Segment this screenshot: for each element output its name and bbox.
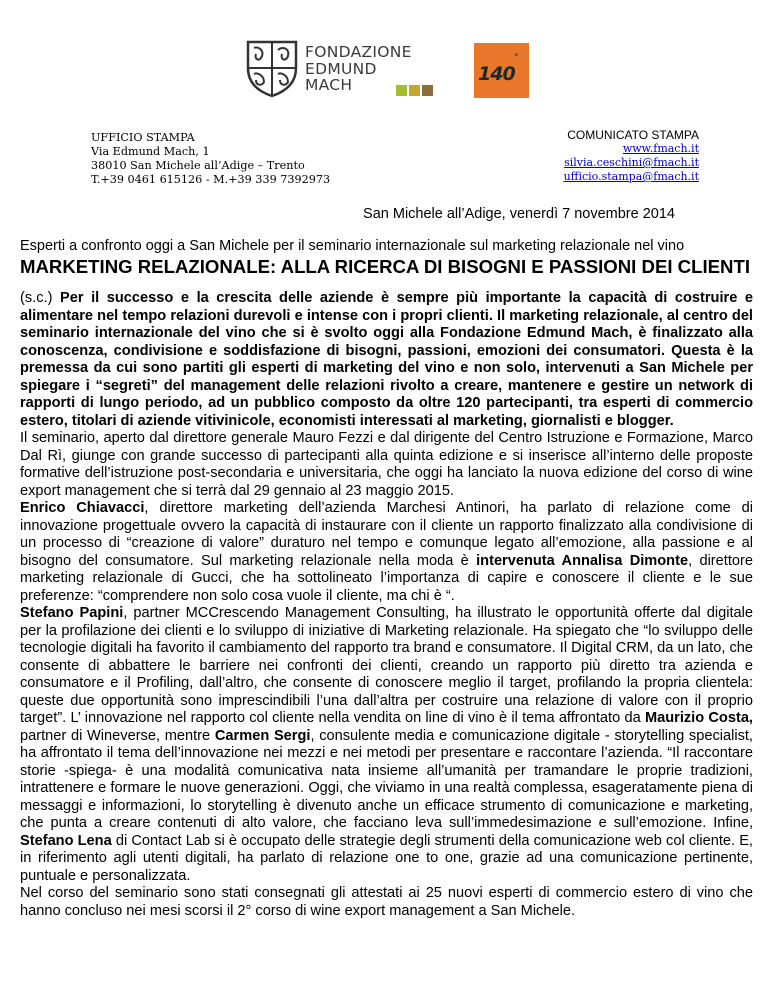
office-street: Via Edmund Mach, 1 [91, 145, 210, 158]
paragraph-chiavacci [20, 500, 753, 605]
intro-bold-text: Per il successo e la crescita delle aziende è sempre più importante la capacità di costruire e alimentare nel tempo relazioni durevoli e intense con i propri clienti. Il marketing relazionale, al centro del seminario internazionale del vino che si è svolto oggi alla Fondazione Edmund Mach, è finalizzato alla conoscenza, condivisione e soddisfazione di bisogni, passioni, emozioni dei consumatori. Questa è la premessa da cui sono partiti gli esperti di marketing del vino e non solo, intervenuti a San Michele per spiegare i “segreti” del management delle relazioni rivolto a creare, mantenere e gestire un network di rapporti di lungo periodo, ad un pubblico composto da oltre 120 partecipanti, tra esperti di commercio estero, titolari di aziende vitivinicole, economisti interessati al marketing, giornalisti e blogger. [20, 290, 753, 429]
paragraph-text: , consulente media e comunicazione digitale - storytelling specialist, ha affrontato il tema dell’innovazione nei mezzi e nei metodi per presentare e raccontare l’azienda. “Il raccontare storie -spiega- è una modalità comunicativa nata insieme all’umanità per tramandare le proprie tradizioni, intrattenere e formare le nuove generazioni. Oggi, che viviamo in una realtà complessa, esageratamente piena di messaggi e informazioni, lo storytelling è divenuto anche un efficace strumento di comunicazione e marketing, che punta a creare contenuti di alto valore, che facciano leva sull’immedesimazione e sull’emozione. Infine, [20, 727, 753, 831]
paragraph-seminar: Il seminario, aperto dal direttore generale Mauro Fezzi e dal dirigente del Centro Istruzione e Formazione, Marco Dal Rì, giunge con grande successo di partecipanti alla quinta edizione e si inserisce all’interno delle proposte formative dell’istruzione post-secondaria e universitaria, che oggi ha lanciato la nuova edizione del corso di wine export management che si terrà dal 29 gennaio al 23 maggio 2015. [20, 430, 753, 499]
logo-square-green [396, 85, 407, 96]
dateline: San Michele all’Adige, venerdì 7 novembre 2014 [363, 206, 675, 222]
speaker-name: Enrico Chiavacci [20, 500, 145, 516]
paragraph-text: , partner MCCrescendo Management Consulting, ha illustrato le opportunità offerte dal digitale per la profilazione dei clienti e lo sviluppo di iniziative di Marketing relazionale. Ha spiegato che “lo sviluppo delle tecnologie digitali ha favorito il cambiamento del rapporto tra brand e consumatore. Il Digital CRM, da un lato, che consente di abbattere le barriere nei confronti dei clienti, creando un rapporto più diretto tra azienda e consumatore e il Profiling, dall’altro, che consente di conoscere meglio il target, profilando la propria clientela: queste due opportunità sono imprescindibili l’una dall’altra per costruire una relazione di valore con il proprio target”. L’ innovazione nel rapporto col cliente nella vendita on line di vino è il tema affrontato da [20, 605, 754, 726]
press-office-address [91, 131, 330, 187]
website-link[interactable]: www.fmach.it [622, 142, 699, 155]
press-release-label: COMUNICATO STAMPA [567, 128, 699, 142]
logo-line-3: MACH [305, 76, 353, 94]
paragraph-closing: Nel corso del seminario sono stati consegnati gli attestati ai 25 nuovi esperti di commercio estero di vino che hanno concluso nei mesi scorsi il 2° corso di wine export management a San Michele. [20, 885, 753, 919]
speaker-name: intervenuta Annalisa Dimonte [476, 552, 689, 569]
speaker-name: Maurizio Costa, [644, 710, 753, 726]
logo-square-brown [422, 85, 433, 96]
speaker-name: Carmen Sergi [214, 727, 311, 744]
article-subtitle: Esperti a confronto oggi a San Michele per il seminario internazionale sul marketing relazionale nel vino [20, 238, 685, 254]
email-link-ceschini[interactable]: silvia.ceschini@fmach.it [564, 156, 699, 169]
anniversary-number: 140 [478, 63, 515, 85]
logo-line-2: EDMUND [305, 59, 377, 78]
article-body [20, 290, 753, 920]
office-city: 38010 San Michele all’Adige – Trento [91, 159, 305, 172]
logo-color-squares [396, 83, 435, 94]
speaker-name: Stefano Papini [20, 605, 124, 621]
paragraph-text: di Contact Lab si è occupato delle strategie degli strumenti della comunicazione web col cliente. E, in riferimento agli utenti digitali, ha parlato di relazione one to one, grazie ad una comunicazione pertinente, puntuale e personalizzata. [20, 832, 753, 884]
paragraph-text: , direttore marketing relazionale di Gucci, che ha sottolineato l’importanza di capire e conoscere il cliente e le sue preferenze: “comprendere non solo cosa vuole il cliente, ma chi è “. [20, 552, 753, 604]
email-link-press-office[interactable]: ufficio.stampa@fmach.it [563, 170, 699, 183]
paragraph-text: , direttore marketing dell’azienda Marchesi Antinori, ha parlato di relazione come di innovazione progettuale ovvero la capacità di instaurare con il cliente un rapporto finalizzato alla condivisione di un processo di “creazione di valore” duraturo nel tempo e comunque legato all’emozione, alla passione e al bisogno del consumatore. Sul marketing relazionale nella moda è [20, 500, 753, 569]
logo-line-1: FONDAZIONE [305, 43, 412, 61]
fondazione-mach-emblem-icon [242, 38, 302, 98]
speaker-name: Stefano Lena [20, 832, 112, 849]
article-headline: MARKETING RELAZIONALE: ALLA RICERCA DI BISOGNI E PASSIONI DEI CLIENTI [20, 256, 750, 277]
paragraph-intro [20, 290, 753, 430]
office-phone: T.+39 0461 615126 - M.+39 339 7392973 [91, 173, 331, 186]
anniversary-140-logo [474, 43, 529, 98]
office-name: UFFICIO STAMPA [91, 131, 195, 144]
author-initials: (s.c.) [20, 290, 60, 306]
paragraph-text: partner di Wineverse, mentre [20, 727, 215, 744]
paragraph-papini [20, 605, 753, 885]
logo-square-ochre [409, 85, 420, 96]
anniversary-degree: ° [514, 53, 519, 63]
press-contacts [563, 128, 699, 184]
